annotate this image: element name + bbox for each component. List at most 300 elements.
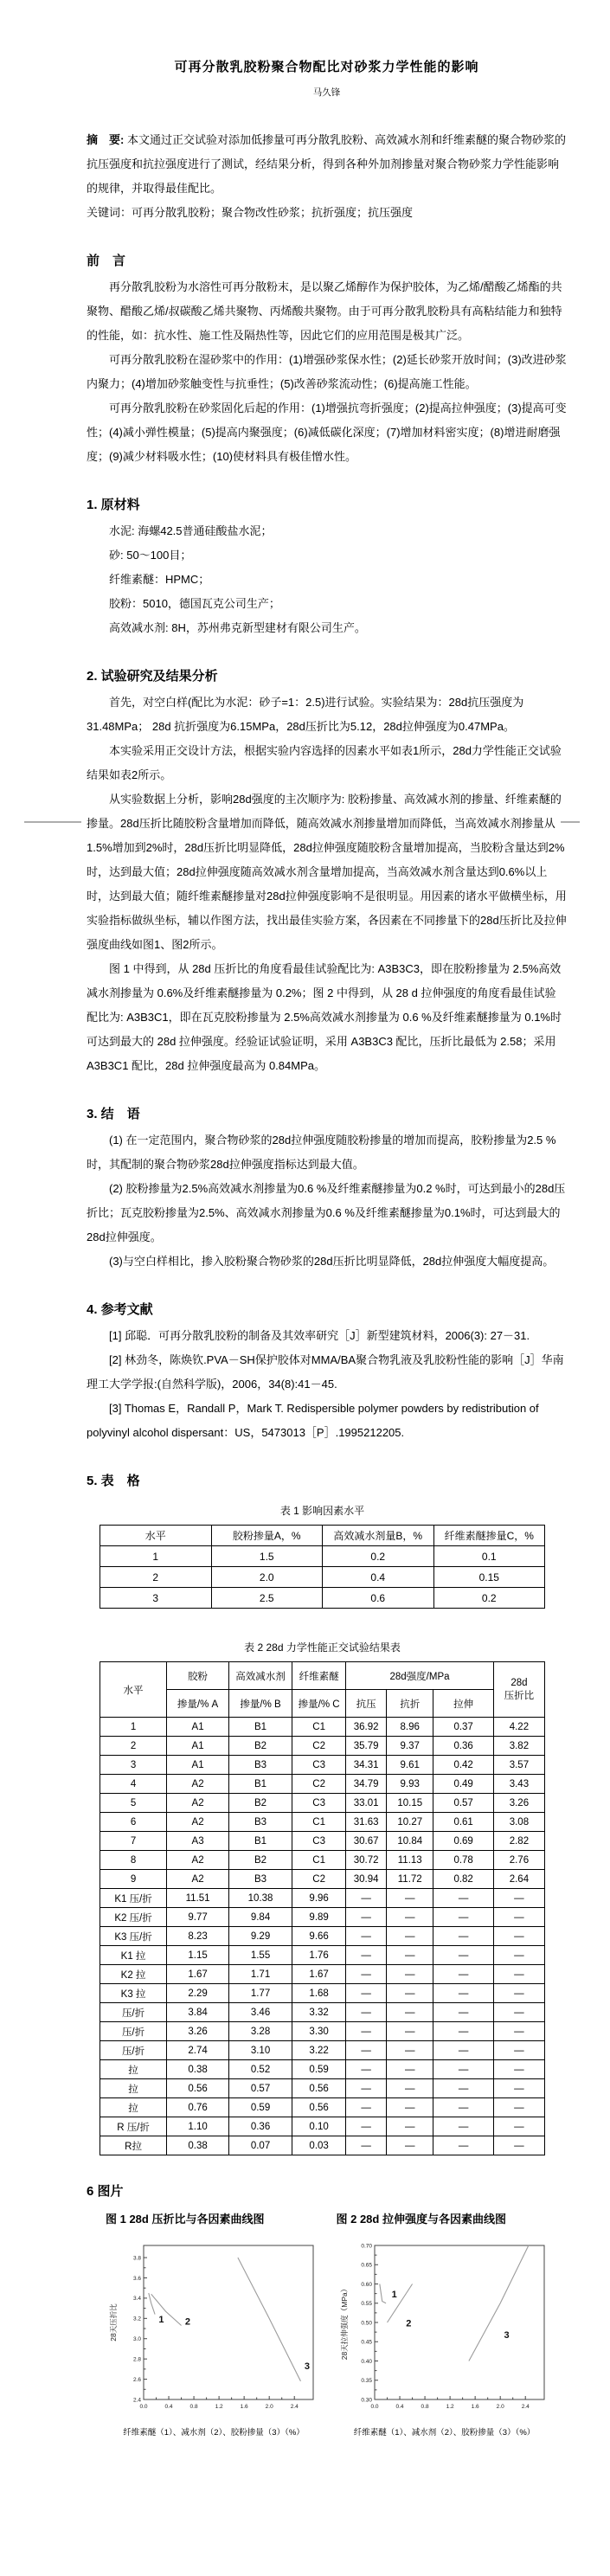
svg-text:3.0: 3.0 (132, 2336, 141, 2343)
table-cell: 0.36 (229, 2117, 292, 2136)
table-cell: 3.84 (167, 2003, 229, 2022)
svg-text:0.8: 0.8 (189, 2404, 198, 2410)
table-cell: — (433, 1946, 493, 1965)
table1-header-water-reducer: 高效减水剂量B，% (323, 1526, 434, 1546)
svg-text:28天拉伸强度（MPa）: 28天拉伸强度（MPa） (339, 2284, 349, 2361)
table-cell: B1 (229, 1832, 292, 1851)
table-cell: 3.82 (493, 1737, 544, 1756)
table-cell: — (433, 1908, 493, 1927)
table-cell: 2.5 (211, 1588, 323, 1609)
heading-materials: 1. 原材料 (87, 498, 140, 512)
table-cell: K1 压/折 (100, 1889, 167, 1908)
table-cell: 10.84 (386, 1832, 433, 1851)
table2-header-row-1 (100, 1662, 545, 1690)
table-cell: 9.66 (292, 1927, 346, 1946)
table-row (100, 1775, 545, 1794)
table-row (100, 1946, 545, 1965)
table-cell: 0.42 (433, 1756, 493, 1775)
table-cell: 9.84 (229, 1908, 292, 1927)
table-cell: — (493, 2041, 544, 2060)
svg-text:1: 1 (391, 2290, 397, 2301)
svg-text:2.8: 2.8 (132, 2356, 141, 2363)
material-item-superplasticizer: 高效减水剂: 8H，苏州弗克新型建材有限公司生产。 (109, 621, 366, 634)
table-cell: 3.08 (493, 1813, 544, 1832)
conclusion-item-2: (2) 胶粉掺量为2.5%高效减水剂掺量为0.6 %及纤维素醚掺量为0.2 %时，可达到最小的28d压折比；瓦克胶粉掺量为2.5%、高效减水剂掺量为0.6 %及纤维素醚掺量为0.1%时，可达到最大的28d拉伸强度。 (87, 1182, 566, 1243)
table-cell: — (386, 2098, 433, 2117)
table-cell: — (346, 1908, 387, 1927)
table-cell: — (433, 1889, 493, 1908)
table-cell: 压/折 (100, 2041, 167, 2060)
material-item-sand: 砂: 50～100目； (109, 549, 192, 562)
table-row (100, 1984, 545, 2003)
svg-text:0.65: 0.65 (360, 2262, 372, 2269)
table-cell: — (346, 2079, 387, 2098)
table-cell: R 压/折 (100, 2117, 167, 2136)
preface-paragraph-2: 可再分散乳胶粉在湿砂浆中的作用：(1)增强砂浆保水性；(2)延长砂浆开放时间；(3)改进砂浆内聚力；(4)增加砂浆触变性与抗垂性；(5)改善砂浆流动性；(6)提高施工性能。 (87, 353, 567, 390)
table2-header-level: 水平 (100, 1662, 167, 1718)
table-cell: 8.96 (386, 1718, 433, 1737)
table2-header-water-reducer: 高效减水剂 (229, 1662, 292, 1690)
table-cell: 2 (100, 1567, 212, 1588)
table-cell: 0.69 (433, 1832, 493, 1851)
reference-item-2: [2] 林劲冬，陈焕钦.PVA－SH保护胶体对MMA/BA聚合物乳液及乳胶粉性能的影响［J］华南理工大学学报:(自然科学版)，2006，34(8):41－45. (87, 1353, 564, 1391)
table-cell: — (346, 2117, 387, 2136)
table-cell: C1 (292, 1851, 346, 1870)
table-cell: 3.28 (229, 2022, 292, 2041)
svg-text:2.4: 2.4 (132, 2397, 141, 2404)
table2-subheader-flexural: 抗折 (386, 1690, 433, 1718)
table-cell: — (493, 2117, 544, 2136)
table-cell: 9.77 (167, 1908, 229, 1927)
table-row (100, 2041, 545, 2060)
table-row (100, 2060, 545, 2079)
table-cell: 1.5 (211, 1546, 323, 1567)
svg-text:3: 3 (504, 2329, 510, 2341)
table-cell: — (493, 2079, 544, 2098)
table-cell: — (493, 2098, 544, 2117)
table-cell: A1 (167, 1737, 229, 1756)
table-cell: 2.74 (167, 2041, 229, 2060)
table1-factor-levels (100, 1525, 545, 1609)
table-cell: 0.6 (323, 1588, 434, 1609)
table2-subheader-compressive: 抗压 (346, 1690, 387, 1718)
table-cell: 34.31 (346, 1756, 387, 1775)
table-cell: 10.38 (229, 1889, 292, 1908)
page-break-marker-left (24, 821, 81, 823)
abstract-paragraph (87, 128, 567, 201)
table-row (100, 1832, 545, 1851)
table-cell: — (346, 2022, 387, 2041)
table2-header-ratio-line2: 压折比 (504, 1690, 535, 1701)
svg-text:0.4: 0.4 (164, 2404, 173, 2410)
paper-author: 马久锋 (312, 87, 341, 98)
table-cell: — (346, 2060, 387, 2079)
table-row (100, 2003, 545, 2022)
table2-header-cellulose: 纤维素醚 (292, 1662, 346, 1690)
svg-text:3.8: 3.8 (132, 2255, 141, 2262)
svg-text:0.8: 0.8 (421, 2404, 429, 2410)
table-cell: K3 拉 (100, 1984, 167, 2003)
table-cell: 1.67 (167, 1965, 229, 1984)
svg-text:2.4: 2.4 (521, 2404, 530, 2410)
experiment-paragraph-4: 图 1 中得到，从 28d 压折比的角度看最佳试验配比为: A3B3C3，即在胶粉掺量为 2.5%高效减水剂掺量为 0.6%及纤维素醚掺量为 0.2%；图 2 中得到，从 28 d 拉伸强度的角度看最佳试验配比为: A3B3C1，即在瓦克胶粉掺量为 2.5%高效减水剂掺量为 0.6 %及纤维素醚掺量为 0.1%时可达到最大的 28d 拉伸强度。经验证试验证明，采用 A3B3C3 配比，压折比最低为 2.58；采用 A3B3C1 配比，28d 拉伸强度最高为 0.84MPa。 (87, 962, 562, 1072)
table-cell: B3 (229, 1870, 292, 1889)
table-cell: 35.79 (346, 1737, 387, 1756)
table-cell: — (386, 2079, 433, 2098)
svg-text:3: 3 (304, 2361, 310, 2372)
table1-header-cellulose: 纤维素醚掺量C，% (433, 1526, 545, 1546)
table-cell: — (493, 1908, 544, 1927)
paper-title: 可再分散乳胶粉聚合物配比对砂浆力学性能的影响 (174, 60, 479, 74)
material-item-cellulose: 纤维素醚：HPMC； (109, 573, 210, 586)
table-cell: 3 (100, 1588, 212, 1609)
table-cell: 9.96 (292, 1889, 346, 1908)
table-cell: — (386, 1965, 433, 1984)
table-cell: 9.89 (292, 1908, 346, 1927)
table-cell: B1 (229, 1718, 292, 1737)
table-cell: — (493, 1965, 544, 1984)
table-cell: — (346, 2003, 387, 2022)
table-cell: B1 (229, 1775, 292, 1794)
table-cell: 压/折 (100, 2003, 167, 2022)
table2-header-strength: 28d强度/MPa (346, 1662, 494, 1690)
table-cell: 3.22 (292, 2041, 346, 2060)
table-cell: 9.29 (229, 1927, 292, 1946)
table-row (100, 1794, 545, 1813)
table-cell: C2 (292, 1737, 346, 1756)
table-cell: C1 (292, 1813, 346, 1832)
svg-text:2.6: 2.6 (132, 2376, 141, 2383)
svg-text:3.2: 3.2 (132, 2316, 141, 2322)
conclusion-item-3: (3)与空白样相比，掺入胶粉聚合物砂浆的28d压折比明显降低，28d拉伸强度大幅度提高。 (109, 1255, 555, 1268)
svg-text:0.45: 0.45 (360, 2339, 372, 2346)
table2-subheader-dosage-a: 掺量/% A (167, 1690, 229, 1718)
table-row (100, 1927, 545, 1946)
table-cell: — (386, 1984, 433, 2003)
table-cell: — (433, 2136, 493, 2155)
svg-text:1.2: 1.2 (446, 2404, 454, 2410)
table-cell: 0.37 (433, 1718, 493, 1737)
table-cell: — (433, 2060, 493, 2079)
table-cell: A1 (167, 1756, 229, 1775)
table-cell: — (346, 1965, 387, 1984)
table-cell: 0.49 (433, 1775, 493, 1794)
table-cell: 0.4 (323, 1567, 434, 1588)
table-cell: 压/折 (100, 2022, 167, 2041)
heading-preface: 前 言 (87, 254, 126, 268)
svg-text:1.2: 1.2 (215, 2404, 223, 2410)
figure-2-caption: 图 2 28d 拉伸强度与各因素曲线图 (336, 2213, 506, 2226)
table-row (100, 1718, 545, 1737)
table-cell: 9.61 (386, 1756, 433, 1775)
table-row (100, 2117, 545, 2136)
figure-1-line-chart (106, 2240, 322, 2424)
heading-experiment: 2. 试验研究及结果分析 (87, 669, 218, 684)
table-cell: 3.32 (292, 2003, 346, 2022)
heading-figures: 6 图片 (87, 2184, 124, 2199)
table-cell: 0.2 (433, 1588, 545, 1609)
experiment-paragraph-2: 本实验采用正交设计方法，根据实验内容选择的因素水平如表1所示，28d力学性能正交试验结果如表2所示。 (87, 744, 562, 781)
table1-header-powder: 胶粉掺量A，% (211, 1526, 323, 1546)
figure-1-caption: 图 1 28d 压折比与各因素曲线图 (106, 2213, 265, 2226)
table-cell: C3 (292, 1794, 346, 1813)
svg-text:0.0: 0.0 (369, 2404, 379, 2410)
table-cell: 0.59 (292, 2060, 346, 2079)
table-cell: 2.76 (493, 1851, 544, 1870)
table-cell: 0.59 (229, 2098, 292, 2117)
table-cell: 0.2 (323, 1546, 434, 1567)
table-cell: 0.57 (229, 2079, 292, 2098)
table-cell: — (433, 2003, 493, 2022)
table-cell: 0.10 (292, 2117, 346, 2136)
table2-header-ratio (493, 1662, 544, 1718)
table-cell: B2 (229, 1737, 292, 1756)
table-cell: — (493, 2003, 544, 2022)
table-cell: B2 (229, 1851, 292, 1870)
table-cell: 1.10 (167, 2117, 229, 2136)
svg-text:0.55: 0.55 (360, 2301, 372, 2308)
page-break-marker-right (561, 821, 580, 823)
svg-text:0.0: 0.0 (139, 2404, 148, 2410)
table-cell: — (386, 2041, 433, 2060)
table2-header-powder: 胶粉 (167, 1662, 229, 1690)
table-cell: 0.07 (229, 2136, 292, 2155)
table2-subheader-dosage-b: 掺量/% B (229, 1690, 292, 1718)
preface-paragraph-3: 可再分散乳胶粉在砂浆固化后起的作用：(1)增强抗弯折强度；(2)提高拉伸强度；(3)提高可变性；(4)减小弹性模量；(5)提高内聚强度；(6)减低碳化深度；(7)增加材料密实度；(8)增进耐磨强度；(9)减少材料吸水性；(10)使材料具有极佳憎水性。 (87, 401, 567, 463)
table-row (100, 1813, 545, 1832)
table-cell: — (433, 2041, 493, 2060)
table-cell: 0.56 (292, 2098, 346, 2117)
table-cell: 0.57 (433, 1794, 493, 1813)
svg-text:0.30: 0.30 (360, 2397, 372, 2404)
table-cell: 11.13 (386, 1851, 433, 1870)
table-cell: C3 (292, 1832, 346, 1851)
table-cell: 1.76 (292, 1946, 346, 1965)
table2-orthogonal-results (100, 1661, 545, 2155)
table-cell: 1.15 (167, 1946, 229, 1965)
keywords-line: 关键词：可再分散乳胶粉；聚合物改性砂浆；抗折强度；抗压强度 (87, 206, 414, 219)
figures-row (87, 2210, 567, 2438)
svg-text:1.6: 1.6 (240, 2404, 248, 2410)
svg-text:3.4: 3.4 (132, 2296, 141, 2303)
table-cell: 0.1 (433, 1546, 545, 1567)
table-row (100, 2079, 545, 2098)
table-cell: 2 (100, 1737, 167, 1756)
table-cell: 3 (100, 1756, 167, 1775)
heading-tables: 5. 表 格 (87, 1474, 140, 1488)
table-row (100, 1870, 545, 1889)
figure-1-x-axis-label: 纤维素醚（1）、减水剂（2）、胶粉掺量（3）（%） (123, 2428, 305, 2438)
table-cell: 10.27 (386, 1813, 433, 1832)
table-cell: 拉 (100, 2079, 167, 2098)
table-cell: 0.56 (167, 2079, 229, 2098)
svg-text:0.40: 0.40 (360, 2358, 372, 2365)
table-cell: 36.92 (346, 1718, 387, 1737)
table-cell: 0.15 (433, 1567, 545, 1588)
table-cell: A1 (167, 1718, 229, 1737)
material-item-powder: 胶粉：5010，德国瓦克公司生产； (109, 597, 280, 610)
table-cell: 3.57 (493, 1756, 544, 1775)
table-cell: 3.30 (292, 2022, 346, 2041)
table-cell: 1.67 (292, 1965, 346, 1984)
table-cell: — (386, 1927, 433, 1946)
table-cell: R拉 (100, 2136, 167, 2155)
table-row (100, 1588, 545, 1609)
table1-header-row (100, 1526, 545, 1546)
table1-caption: 表 1 影响因素水平 (279, 1505, 365, 1517)
svg-text:2: 2 (184, 2316, 191, 2328)
svg-text:2: 2 (405, 2318, 411, 2329)
table-cell: C2 (292, 1775, 346, 1794)
table-cell: 6 (100, 1813, 167, 1832)
table2-header-row-2 (100, 1690, 545, 1718)
svg-text:28天压折比: 28天压折比 (109, 2303, 118, 2342)
table-cell: A3 (167, 1832, 229, 1851)
table-cell: — (433, 1965, 493, 1984)
table-cell: 30.67 (346, 1832, 387, 1851)
table-cell: 9.37 (386, 1737, 433, 1756)
table-cell: 11.51 (167, 1889, 229, 1908)
abstract-text: 本文通过正交试验对添加低掺量可再分散乳胶粉、高效减水剂和纤维素醚的聚合物砂浆的抗压强度和抗拉强度进行了测试，经结果分析，得到各种外加剂掺量对聚合物砂浆力学性能影响的规律，并取得最佳配比。 (87, 133, 566, 195)
table-cell: 3.46 (229, 2003, 292, 2022)
table-cell: 3.43 (493, 1775, 544, 1794)
table-cell: C1 (292, 1718, 346, 1737)
reference-item-1: [1] 邱聪．可再分散乳胶粉的制备及其效率研究［J］新型建筑材料，2006(3): 27－31. (109, 1329, 530, 1342)
table-cell: 3.26 (167, 2022, 229, 2041)
table-cell: 0.56 (292, 2079, 346, 2098)
table-cell: 11.72 (386, 1870, 433, 1889)
table-row (100, 1567, 545, 1588)
table-cell: B3 (229, 1756, 292, 1775)
abstract-label: 摘 要: (87, 133, 125, 146)
table-row (100, 1908, 545, 1927)
table-cell: 2.64 (493, 1870, 544, 1889)
table-cell: — (386, 1946, 433, 1965)
table-cell: — (493, 2022, 544, 2041)
table-cell: — (433, 2022, 493, 2041)
table-cell: A2 (167, 1775, 229, 1794)
table-cell: 3.26 (493, 1794, 544, 1813)
table-cell: 9.93 (386, 1775, 433, 1794)
table-cell: A2 (167, 1813, 229, 1832)
svg-text:0.70: 0.70 (360, 2243, 372, 2250)
table1-header-level: 水平 (100, 1526, 212, 1546)
table-cell: — (346, 2136, 387, 2155)
experiment-paragraph-3: 从实验数据上分析，影响28d强度的主次顺序为: 胶粉掺量、高效减水剂的掺量、纤维素醚的掺量。28d压折比随胶粉含量增加而降低，随高效减水剂掺量增加而降低，当高效减水剂掺量从1.5%增加到2%时，28d压折比明显降低，28d拉伸强度随胶粉含量增加提高，当胶粉含量达到2%时，达到最大值；28d拉伸强度随高效减水剂含量增加提高，当高效减水剂含量达到0.6%以上时，达到最大值；随纤维素醚掺量对28d拉伸强度影响不是很明显。用因素的诸水平做横坐标，用实验指标做纵坐标，辅以作图方法，找出最佳实验方案，各因素在不同掺量下的28d压折比及拉伸强度曲线如图1、图2所示。 (87, 793, 567, 951)
table-cell: A2 (167, 1794, 229, 1813)
table-row (100, 1546, 545, 1567)
table-cell: — (433, 2117, 493, 2136)
table2-caption: 表 2 28d 力学性能正交试验结果表 (244, 1641, 401, 1654)
svg-text:0.60: 0.60 (360, 2281, 372, 2288)
table-row (100, 1851, 545, 1870)
table-row (100, 1965, 545, 1984)
svg-text:2.0: 2.0 (265, 2404, 273, 2410)
table-cell: 0.82 (433, 1870, 493, 1889)
table-cell: K3 压/折 (100, 1927, 167, 1946)
table-cell: 1 (100, 1718, 167, 1737)
table-cell: — (493, 2060, 544, 2079)
svg-text:2.4: 2.4 (290, 2404, 299, 2410)
table2-header-ratio-line1: 28d (510, 1677, 528, 1688)
table-cell: 10.15 (386, 1794, 433, 1813)
table-cell: 4 (100, 1775, 167, 1794)
table-cell: 0.61 (433, 1813, 493, 1832)
table-cell: — (493, 1946, 544, 1965)
table-cell: 1.55 (229, 1946, 292, 1965)
table-cell: — (386, 2003, 433, 2022)
table-cell: — (433, 2079, 493, 2098)
table-cell: 34.79 (346, 1775, 387, 1794)
svg-text:1.6: 1.6 (471, 2404, 479, 2410)
table-cell: 30.94 (346, 1870, 387, 1889)
table1-body (100, 1546, 545, 1609)
table-cell: 1 (100, 1546, 212, 1567)
table-cell: A2 (167, 1851, 229, 1870)
table-cell: — (493, 1889, 544, 1908)
table-cell: 8.23 (167, 1927, 229, 1946)
table2-body (100, 1718, 545, 2155)
heading-conclusion: 3. 结 语 (87, 1107, 140, 1121)
table-cell: — (386, 2060, 433, 2079)
table-cell: 0.76 (167, 2098, 229, 2117)
table-cell: 9 (100, 1870, 167, 1889)
figure-2-x-axis-label: 纤维素醚（1）、减水剂（2）、胶粉掺量（3）（%） (353, 2428, 536, 2438)
table-cell: — (346, 1946, 387, 1965)
table-cell: B2 (229, 1794, 292, 1813)
svg-text:0.50: 0.50 (360, 2320, 372, 2327)
preface-paragraph-1: 再分散乳胶粉为水溶性可再分散粉末，是以聚乙烯醇作为保护胶体，为乙烯/醋酸乙烯酯的共聚物、醋酸乙烯/叔碳酸乙烯共聚物、丙烯酸共聚物。由于可再分散乳胶粉具有高粘结能力和独特的性能，如：抗水性、施工性及隔热性等，因此它们的应用范围是极其广泛。 (87, 280, 562, 342)
table-cell: — (346, 1927, 387, 1946)
table-cell: — (493, 1984, 544, 2003)
table-cell: K2 拉 (100, 1965, 167, 1984)
table-cell: — (433, 2098, 493, 2117)
table-row (100, 1737, 545, 1756)
table-cell: 8 (100, 1851, 167, 1870)
figure-2 (337, 2210, 568, 2438)
svg-text:3.6: 3.6 (132, 2275, 141, 2282)
table-row (100, 2098, 545, 2117)
table-cell: 1.77 (229, 1984, 292, 2003)
reference-item-3: [3] Thomas E，Randall P，Mark T. Redispersible polymer powders by redistribution of polyvinyl alcohol dispersant：US，5473013［P］.1995212205. (87, 1402, 539, 1439)
svg-text:2.0: 2.0 (496, 2404, 504, 2410)
table-cell: 30.72 (346, 1851, 387, 1870)
table-cell: — (433, 1984, 493, 2003)
table-cell: 7 (100, 1832, 167, 1851)
table-cell: 1.71 (229, 1965, 292, 1984)
table-cell: 33.01 (346, 1794, 387, 1813)
table-cell: 拉 (100, 2098, 167, 2117)
svg-text:0.4: 0.4 (395, 2404, 404, 2410)
figure-2-line-chart (337, 2240, 553, 2424)
table-cell: — (493, 1927, 544, 1946)
table-cell: 0.38 (167, 2136, 229, 2155)
table2-subheader-tensile: 拉伸 (433, 1690, 493, 1718)
table-row (100, 2136, 545, 2155)
table-cell: — (433, 1927, 493, 1946)
table2-subheader-dosage-c: 掺量/% C (292, 1690, 346, 1718)
heading-references: 4. 参考文献 (87, 1302, 153, 1317)
table-cell: 2.29 (167, 1984, 229, 2003)
svg-text:1: 1 (158, 2315, 164, 2325)
table-cell: B3 (229, 1813, 292, 1832)
table-cell: C2 (292, 1870, 346, 1889)
table-cell: 5 (100, 1794, 167, 1813)
svg-text:0.35: 0.35 (360, 2378, 372, 2385)
conclusion-item-1: (1) 在一定范围内，聚合物砂浆的28d拉伸强度随胶粉掺量的增加而提高，胶粉掺量为2.5 %时，其配制的聚合物砂浆28d拉伸强度指标达到最大值。 (87, 1134, 556, 1171)
table-cell: 0.03 (292, 2136, 346, 2155)
table-cell: — (346, 2098, 387, 2117)
